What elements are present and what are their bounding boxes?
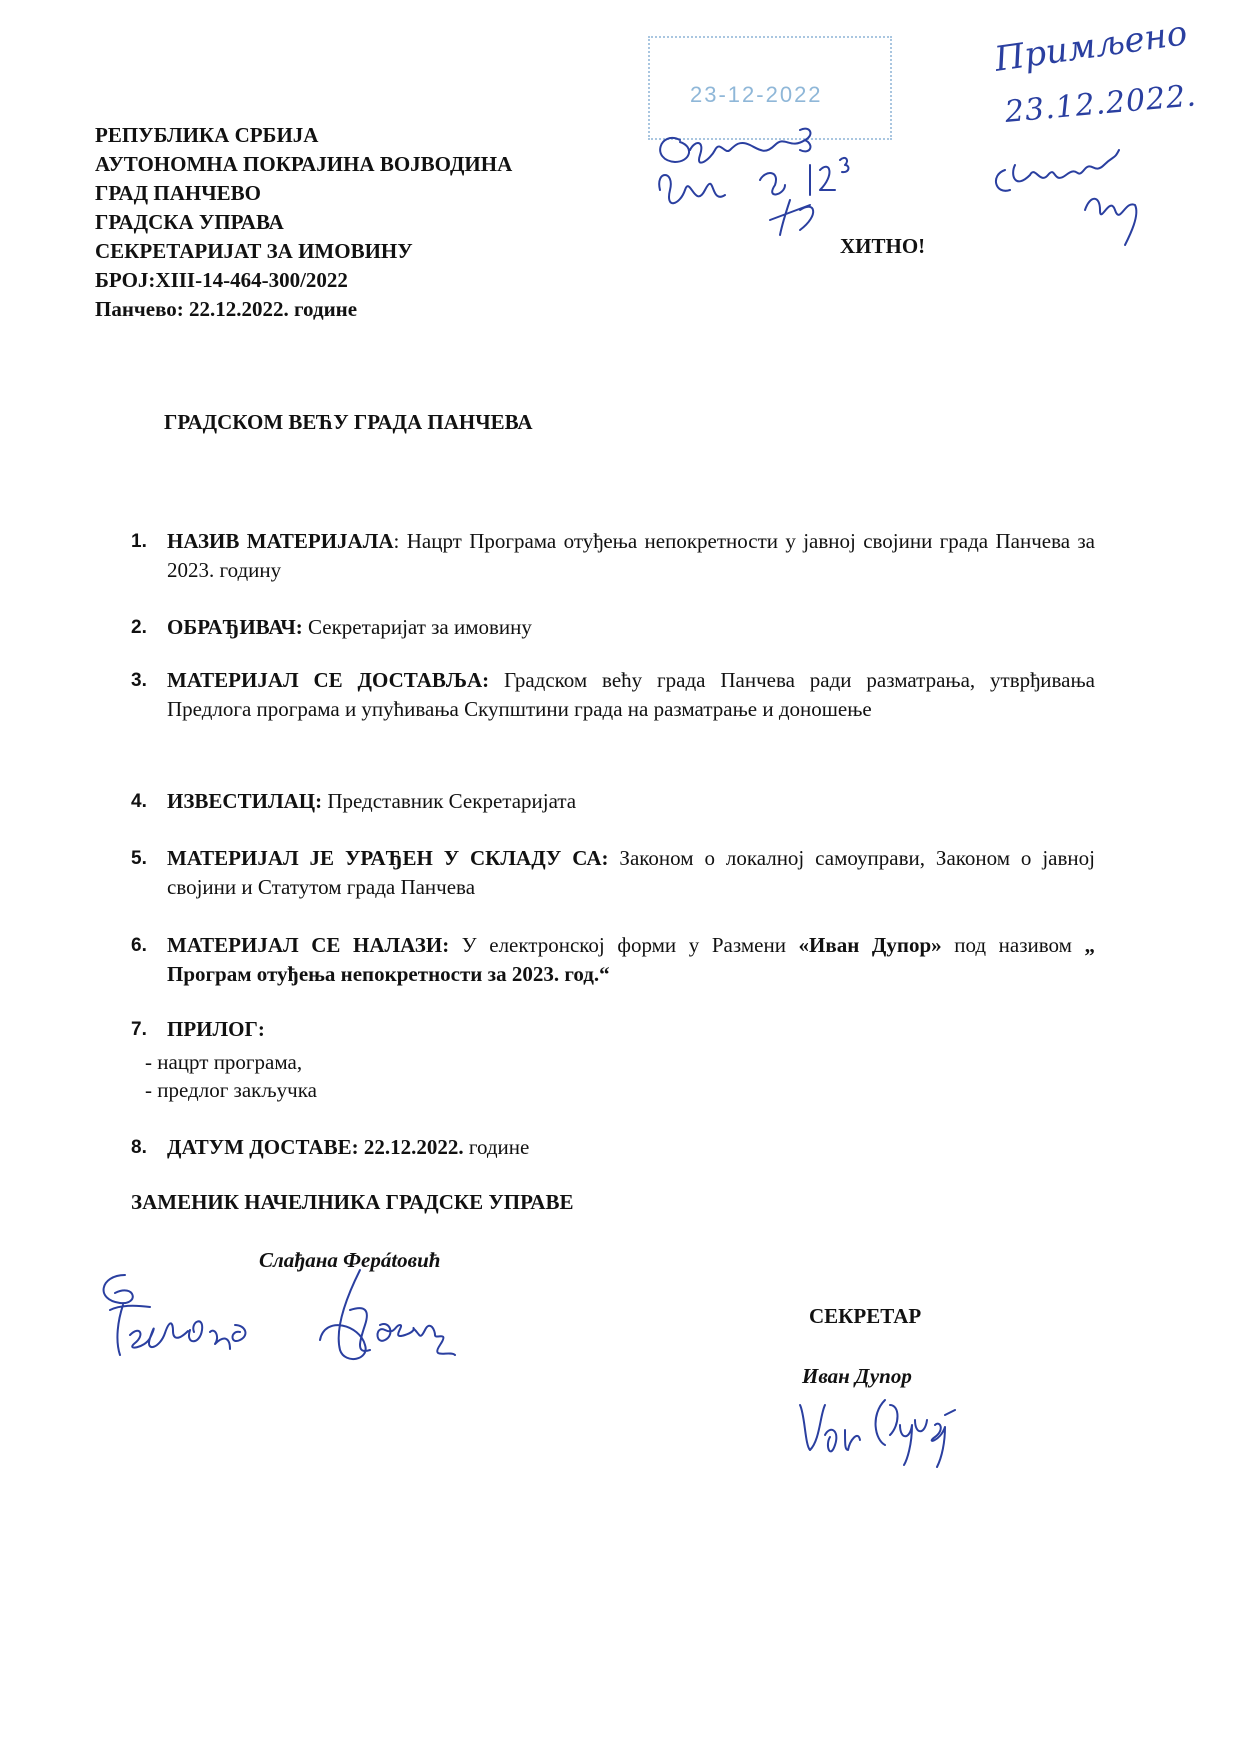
secretary-signature — [795, 1395, 965, 1475]
item-number: 7. — [131, 1019, 147, 1040]
header-line: АУТОНОМНА ПОКРАЈИНА ВОЈВОДИНА — [95, 152, 513, 176]
list-item — [131, 1133, 1095, 1162]
secretary-title: СЕКРЕТАР — [809, 1304, 922, 1328]
issuer-header — [95, 121, 512, 324]
list-item — [131, 931, 1095, 989]
stamp-date: 23-12-2022 — [690, 82, 823, 107]
deputy-head-signature — [95, 1270, 565, 1370]
received-note-text: Примљено — [992, 13, 1190, 80]
item-label: МАТЕРИЈАЛ ЈЕ УРАЂЕН У СКЛАДУ СА: — [167, 846, 609, 870]
attachment-item: - предлог закључка — [145, 1078, 317, 1102]
item-label: НАЗИВ МАТЕРИЈАЛА — [167, 529, 394, 553]
item-label: МАТЕРИЈАЛ СЕ ДОСТАВЉА: — [167, 668, 490, 692]
item-number: 8. — [131, 1137, 147, 1158]
list-item — [131, 787, 1095, 816]
item-label: МАТЕРИЈАЛ СЕ НАЛАЗИ: — [167, 933, 450, 957]
item-number: 6. — [131, 935, 147, 956]
deputy-head-title: ЗАМЕНИК НАЧЕЛНИКА ГРАДСКЕ УПРАВЕ — [131, 1190, 574, 1214]
delivery-handwritten-note — [650, 110, 920, 240]
received-note-date: 23.12.2022. — [1003, 78, 1199, 130]
header-line: СЕКРЕТАРИЈАТ ЗА ИМОВИНУ — [95, 239, 413, 263]
item-label: ДАТУМ ДОСТАВЕ: 22.12.2022. — [167, 1135, 464, 1159]
item-label: ОБРАЂИВАЧ: — [167, 615, 303, 639]
item-number: 2. — [131, 617, 147, 638]
item-number: 4. — [131, 791, 147, 812]
secretary-name: Иван Дупор — [802, 1364, 912, 1388]
item-text: Представник Секретаријата — [322, 789, 577, 813]
item-label: ПРИЛОГ: — [167, 1017, 265, 1041]
document-date: Панчево: 22.12.2022. године — [95, 297, 358, 321]
item-text: године — [463, 1135, 530, 1159]
exchange-folder-name: «Иван Дупор» — [798, 933, 942, 957]
list-item — [131, 613, 1095, 642]
header-line: ГРАДСКА УПРАВА — [95, 210, 284, 234]
attachment-item: - нацрт програма, — [145, 1050, 303, 1074]
item-number: 1. — [131, 531, 147, 552]
item-text: Градском већу града Панчева ради разматрања, утврђивања Предлога програма и упућивања Скупштини града на разматрање и доношење — [167, 668, 1095, 721]
item-number: 3. — [131, 670, 147, 691]
addressee: ГРАДСКОМ ВЕЋУ ГРАДА ПАНЧЕВА — [164, 410, 533, 434]
header-line: ГРАД ПАНЧЕВО — [95, 181, 261, 205]
item-text: Секретаријат за имовину — [302, 615, 532, 639]
item-text: У електронској форми у Размени — [449, 933, 799, 957]
item-text: : Нацрт Програма отуђења непокретности у јавној својини града Панчева за 2023. годину — [167, 529, 1095, 582]
list-item — [131, 844, 1095, 902]
deputy-head-name: Слађана Ферátовић — [259, 1248, 441, 1272]
item-number: 5. — [131, 848, 147, 869]
document-title: „ Програм отуђења непокретности за 2023. год.“ — [167, 933, 1096, 986]
list-item — [131, 1015, 1095, 1044]
item-text: под називом — [941, 933, 1085, 957]
item-label: ИЗВЕСТИЛАЦ: — [167, 789, 323, 813]
document-number: БРОЈ:XIII-14-464-300/2022 — [95, 268, 348, 292]
header-line: РЕПУБЛИКА СРБИЈА — [95, 123, 319, 147]
received-handwritten-signature — [975, 35, 1175, 225]
list-item — [131, 527, 1095, 585]
urgent-label: ХИТНО! — [840, 234, 926, 258]
list-item — [131, 666, 1095, 724]
item-text: Законом о локалној самоуправи, Законом о јавној својини и Статутом града Панчева — [167, 846, 1095, 899]
